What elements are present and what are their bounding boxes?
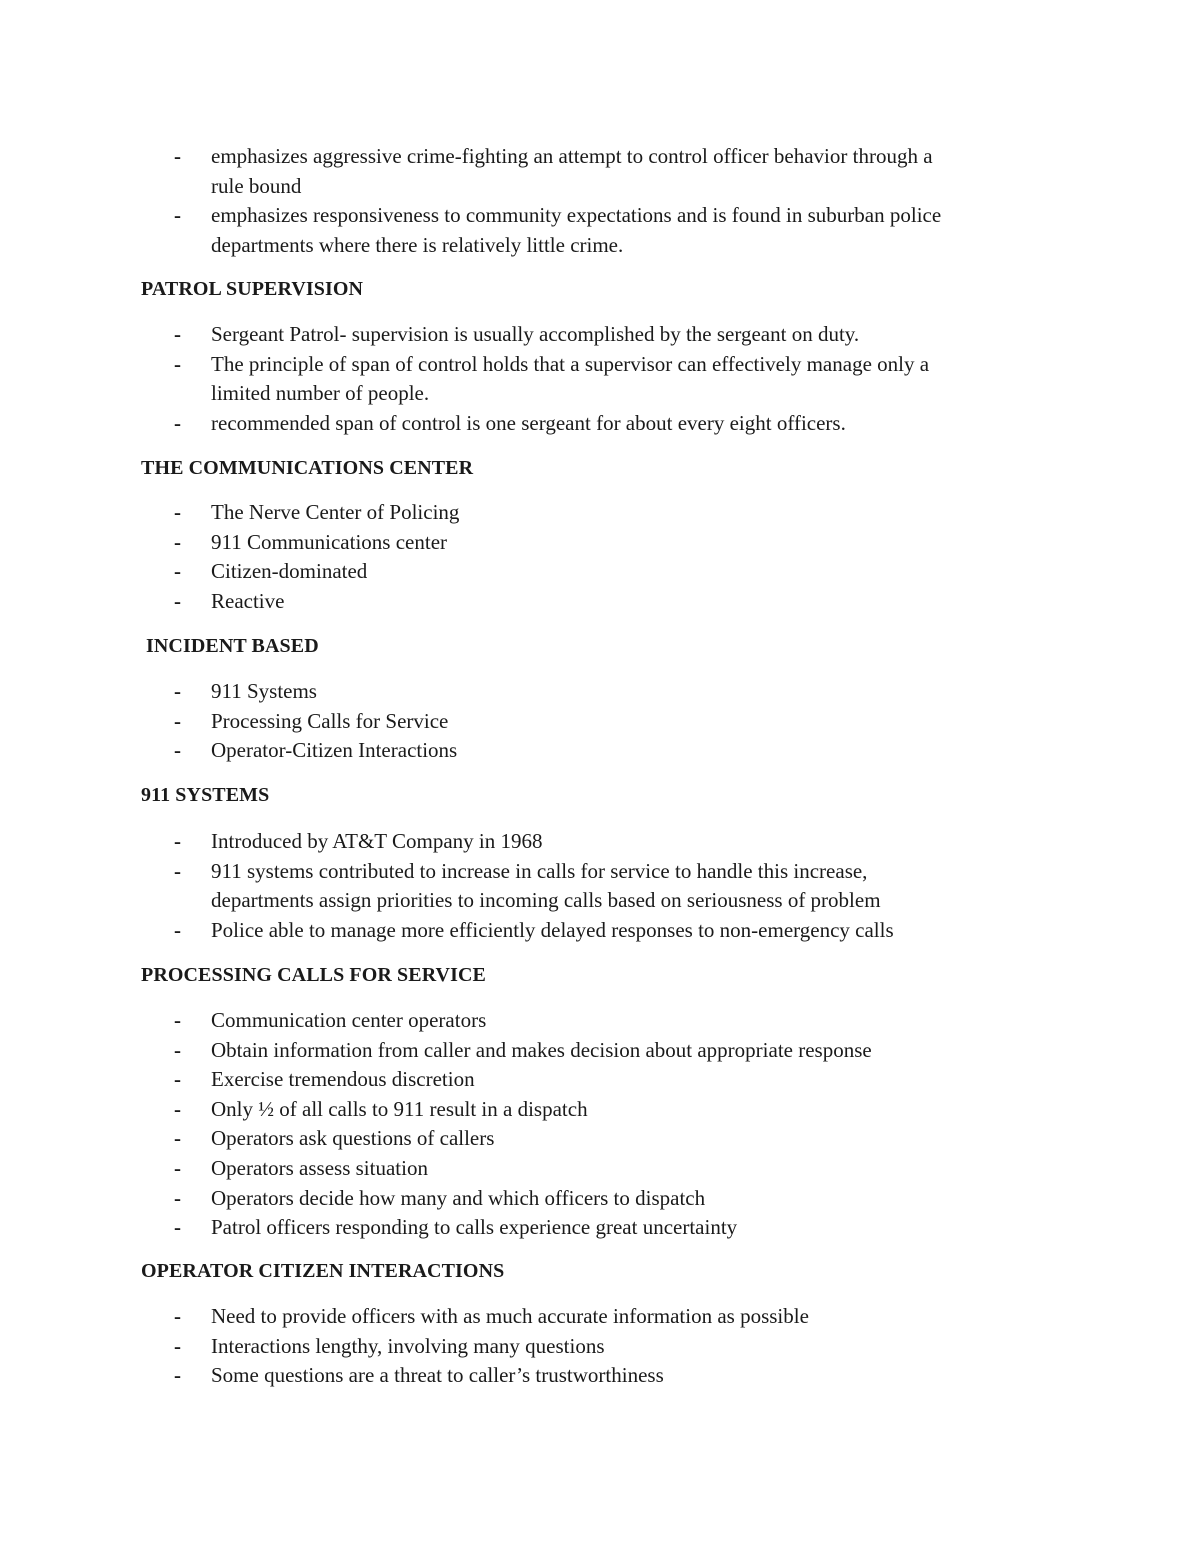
- section-heading-patrol-supervision: PATROL SUPERVISION: [141, 278, 364, 300]
- list-item-text: emphasizes aggressive crime-fighting an attempt to control officer behavior through a: [211, 144, 933, 168]
- bullet-dash: -: [174, 1185, 181, 1210]
- bullet-dash: -: [174, 1037, 181, 1062]
- list-item: [174, 1302, 1074, 1332]
- list-item: [174, 1213, 1074, 1243]
- list-item: [174, 409, 1074, 439]
- list-item: [174, 857, 1074, 887]
- bullet-dash: -: [174, 1067, 181, 1092]
- bullet-dash: -: [174, 559, 181, 584]
- list-item-text: departments assign priorities to incoming calls based on seriousness of problem: [211, 888, 881, 913]
- section-heading-communications-center: THE COMMUNICATIONS CENTER: [141, 457, 474, 479]
- bullet-dash: -: [174, 1215, 181, 1240]
- list-item: [174, 1065, 1074, 1095]
- list-item: [174, 498, 1074, 528]
- list-item: [174, 677, 1074, 707]
- list-item: [174, 1361, 1074, 1391]
- list-item-text: Introduced by AT&T Company in 1968: [211, 829, 543, 853]
- section-heading-incident-based: INCIDENT BASED: [146, 635, 319, 657]
- bullet-dash: -: [174, 1363, 181, 1388]
- list-item: [174, 350, 1074, 380]
- list-item-continuation: [174, 886, 1074, 916]
- list-item: [174, 736, 1074, 766]
- list-item: [174, 142, 1074, 172]
- list-item: [174, 1332, 1074, 1362]
- bullet-dash: -: [174, 917, 181, 942]
- list-item-continuation: [174, 379, 1074, 409]
- bullet-dash: -: [174, 858, 181, 883]
- bullet-dash: -: [174, 1333, 181, 1358]
- bullet-dash: -: [174, 1008, 181, 1032]
- intro-list: [174, 142, 1074, 260]
- list-item: [174, 1184, 1074, 1214]
- list-item-text: Sergeant Patrol- supervision is usually accomplished by the sergeant on duty.: [211, 322, 860, 346]
- list-item-text: The Nerve Center of Policing: [211, 500, 460, 524]
- list-item-text: Exercise tremendous discretion: [211, 1067, 475, 1092]
- list-item-text: The principle of span of control holds that a supervisor can effectively manage only a: [211, 351, 930, 376]
- section-heading-911-systems: 911 SYSTEMS: [141, 784, 270, 806]
- bullet-dash: -: [174, 679, 181, 703]
- bullet-dash: -: [174, 1155, 181, 1180]
- list-item-text: 911 Systems: [211, 679, 317, 703]
- 911-systems-list: [174, 827, 1074, 945]
- list-item: [174, 1006, 1074, 1036]
- bullet-dash: -: [174, 588, 181, 613]
- list-item-text: Police able to manage more efficiently delayed responses to non-emergency calls: [211, 917, 894, 942]
- list-item-text: Operators decide how many and which officers to dispatch: [211, 1185, 706, 1210]
- section-heading-processing-calls: PROCESSING CALLS FOR SERVICE: [141, 964, 486, 986]
- patrol-supervision-list: [174, 320, 1074, 438]
- list-item-continuation: [174, 172, 1074, 202]
- list-item-text: Reactive: [211, 588, 285, 613]
- list-item: [174, 1124, 1074, 1154]
- list-item-text: Operators ask questions of callers: [211, 1126, 495, 1151]
- bullet-dash: -: [174, 1304, 181, 1328]
- list-item-continuation: [174, 231, 1074, 261]
- list-item-text: 911 systems contributed to increase in calls for service to handle this increase,: [211, 858, 868, 883]
- list-item-text: Communication center operators: [211, 1008, 487, 1032]
- list-item-text: 911 Communications center: [211, 529, 448, 554]
- list-item: [174, 1154, 1074, 1184]
- bullet-dash: -: [174, 529, 181, 554]
- list-item: [174, 827, 1074, 857]
- list-item-text: Obtain information from caller and makes decision about appropriate response: [211, 1037, 872, 1062]
- list-item-text: Some questions are a threat to caller’s trustworthiness: [211, 1363, 664, 1388]
- operator-citizen-list: [174, 1302, 1074, 1391]
- incident-based-list: [174, 677, 1074, 766]
- list-item: [174, 916, 1074, 946]
- bullet-dash: -: [174, 1126, 181, 1151]
- list-item: [174, 557, 1074, 587]
- list-item-text: Citizen-dominated: [211, 559, 368, 584]
- list-item: [174, 320, 1074, 350]
- bullet-dash: -: [174, 500, 181, 524]
- list-item-text: Only ½ of all calls to 911 result in a dispatch: [211, 1096, 588, 1121]
- list-item-text: emphasizes responsiveness to community expectations and is found in suburban police: [211, 203, 942, 228]
- list-item: [174, 528, 1074, 558]
- list-item-text: departments where there is relatively little crime.: [211, 232, 624, 257]
- list-item-text: Operator-Citizen Interactions: [211, 738, 458, 763]
- bullet-dash: -: [174, 708, 181, 733]
- bullet-dash: -: [174, 322, 181, 346]
- bullet-dash: -: [174, 738, 181, 763]
- bullet-dash: -: [174, 410, 181, 435]
- bullet-dash: -: [174, 203, 181, 228]
- list-item: [174, 201, 1074, 231]
- bullet-dash: -: [174, 1096, 181, 1121]
- list-item: [174, 707, 1074, 737]
- processing-calls-list: [174, 1006, 1074, 1243]
- list-item-text: Patrol officers responding to calls experience great uncertainty: [211, 1215, 738, 1240]
- list-item-text: rule bound: [211, 173, 302, 198]
- list-item-text: Operators assess situation: [211, 1155, 428, 1180]
- bullet-dash: -: [174, 144, 181, 168]
- bullet-dash: -: [174, 829, 181, 853]
- list-item: [174, 587, 1074, 617]
- section-heading-operator-citizen: OPERATOR CITIZEN INTERACTIONS: [141, 1260, 505, 1282]
- list-item-text: Need to provide officers with as much accurate information as possible: [211, 1304, 809, 1328]
- list-item-text: Processing Calls for Service: [211, 708, 449, 733]
- list-item-text: recommended span of control is one sergeant for about every eight officers.: [211, 410, 846, 435]
- list-item-text: Interactions lengthy, involving many questions: [211, 1333, 605, 1358]
- list-item: [174, 1095, 1074, 1125]
- communications-center-list: [174, 498, 1074, 616]
- list-item-text: limited number of people.: [211, 381, 430, 406]
- bullet-dash: -: [174, 351, 181, 376]
- list-item: [174, 1036, 1074, 1066]
